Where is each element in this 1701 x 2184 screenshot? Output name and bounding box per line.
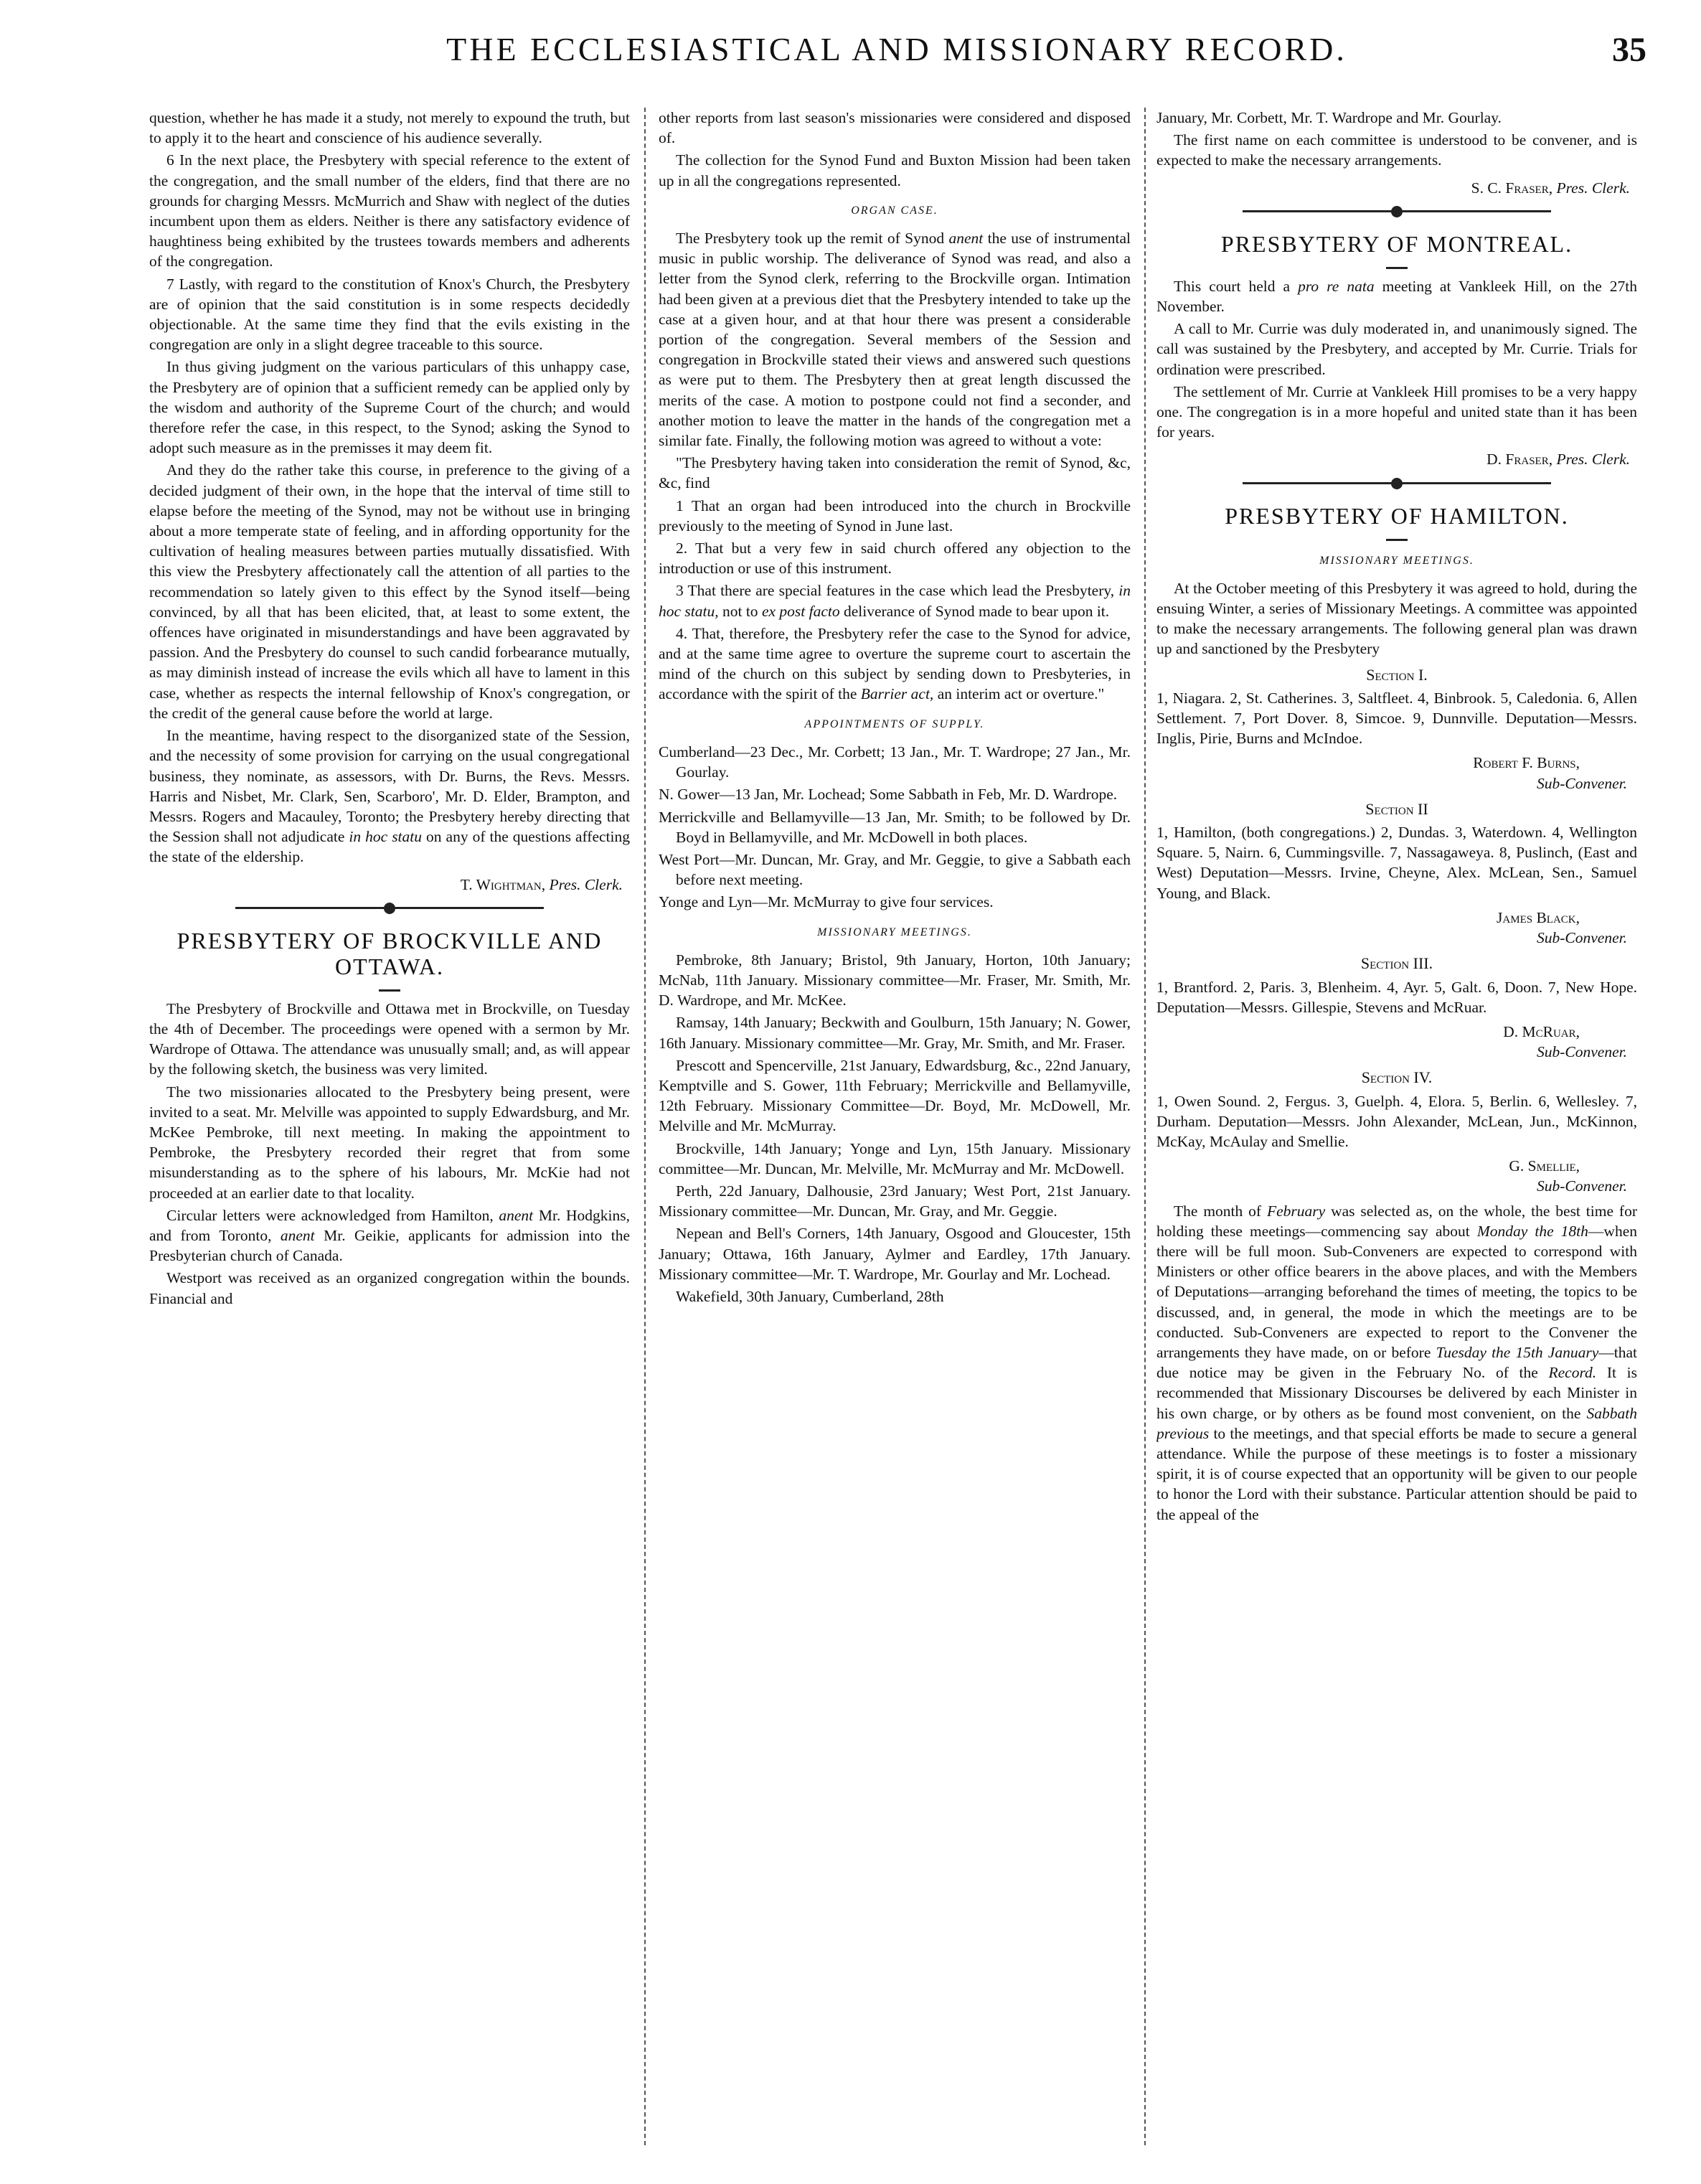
- paragraph: other reports from last season's missionaries were considered and disposed of.: [659, 109, 1131, 147]
- column-left: [149, 108, 630, 2152]
- paragraph: 1, Hamilton, (both congregations.) 2, Dundas. 3, Waterdown. 4, Wellington Square. 5, Nairn. 6, Cummingsville. 7, Nassagaweya. 8, Puslinch, (East and West) Deputation—Messrs. Irvine, Cheyne, Alex. McLean, Sen., Samuel Young, and Black.: [1156, 824, 1637, 902]
- paragraph: Ramsay, 14th January; Beckwith and Goulburn, 15th January; N. Gower, 16th January. Missionary committee—Mr. Gray, Mr. Smith, and Mr. Fraser.: [659, 1014, 1131, 1052]
- list-item: Merrickville and Bellamyville—13 Jan, Mr. Smith; to be followed by Dr. Boyd in Bellamyville, and Mr. McDowell in both places.: [659, 808, 1131, 846]
- short-rule: [379, 989, 400, 992]
- list-item: West Port—Mr. Duncan, Mr. Gray, and Mr. Geggie, to give a Sabbath each before next meeting.: [659, 850, 1131, 889]
- paragraph: The month of February was selected as, on the whole, the best time for holding these meetings—commencing say about Monday the 18th—when there will be full moon. Sub-Conveners are expected to correspond with Ministers or other office bearers in the above places, and with the Members of Deputations—arranging beforehand the times of meeting, the topics to be discussed, and, in general, the mode in which the meetings are to be conducted. Sub-Conveners are expected to report to the Convener the arrangements they have made, on or before Tuesday the 15th January—that due notice may be given in the February No. of the Record. It is recommended that Missionary Discourses be delivered by each Minister in his own charge, or by others as be found most convenient, on the Sabbath previous to the meetings, and that special efforts be made to secure a general attendance. While the purpose of these meetings is to foster a missionary spirit, it is of course expected that an opportunity will be given to our people to honor the Lord with their substance. Particular attention should be paid to the appeal of the: [1156, 1202, 1637, 1523]
- section-divider: [149, 900, 630, 915]
- paragraph: January, Mr. Corbett, Mr. T. Wardrope and Mr. Gourlay.: [1156, 109, 1502, 126]
- section-title: Section II: [1365, 799, 1428, 818]
- paragraph: At the October meeting of this Presbytery it was agreed to hold, during the ensuing Winter, a series of Missionary Meetings. A committee was appointed to make the necessary arrangements. The following general plan was drawn up and sanctioned by the Presbytery: [1156, 579, 1637, 658]
- paragraph: Pembroke, 8th January; Bristol, 9th January, Horton, 10th January; McNab, 11th January. Missionary committee—Mr. Fraser, Mr. Smith, Mr. D. Wardrope, and Mr. McKee.: [659, 951, 1131, 1009]
- subheading: MISSIONARY MEETINGS.: [1319, 554, 1474, 567]
- subheading: APPOINTMENTS OF SUPPLY.: [804, 717, 985, 730]
- section-title: Section I.: [1366, 665, 1428, 684]
- short-rule: [1386, 267, 1408, 269]
- short-rule: [1386, 539, 1408, 541]
- supply-list: [659, 742, 1131, 913]
- paragraph: "The Presbytery having taken into consideration the remit of Synod, &c, &c, find: [659, 454, 1131, 492]
- paragraph: This court held a pro re nata meeting at Vankleek Hill, on the 27th November.: [1156, 277, 1637, 316]
- sub-convener-name: G. Smellie,: [1509, 1157, 1580, 1175]
- section-divider: [1156, 204, 1637, 218]
- page-number: 35: [1612, 31, 1646, 69]
- paragraph: 7 Lastly, with regard to the constitution of Knox's Church, the Presbytery are of opinion that the said constitution is in some respects decidedly objectionable. At the same time they find that the evils existing in the congregation are only in a slight degree traceable to this source.: [149, 275, 630, 354]
- section-heading: PRESBYTERY OF HAMILTON.: [1225, 502, 1569, 529]
- paragraph: Nepean and Bell's Corners, 14th January, Osgood and Gloucester, 15th January; Ottawa, 16th January, Aylmer and Eardley, 17th January. Missionary committee—Mr. T. Wardrope, Mr. Gourlay and Mr. Lochead.: [659, 1225, 1131, 1283]
- section-title: Section IV.: [1361, 1068, 1433, 1087]
- list-item: N. Gower—13 Jan, Mr. Lochead; Some Sabbath in Feb, Mr. D. Wardrope.: [659, 786, 1118, 804]
- section-heading: PRESBYTERY OF MONTREAL.: [1220, 230, 1573, 257]
- sub-convener-title: Sub-Convener.: [1537, 1043, 1627, 1061]
- paragraph: The Presbytery took up the remit of Synod anent the use of instrumental music in public worship. The deliverance of Synod was read, and also a letter from the Synod clerk, referring to the Brockville organ. Intimation had been given at a previous diet that the Presbytery intended to take up the case at a given hour, and at that hour there was present a considerable portion of the congregation. Several members of the Session and congregation in Brockville stated their views and answered such questions as were put to them. The Presbytery then at great length discussed the merits of the case. A motion to postpone could not find a seconder, and another motion to leave the matter in the hands of the congregation met a similar fate. Finally, the following motion was agreed to without a vote:: [659, 230, 1131, 450]
- paragraph: The first name on each committee is understood to be convener, and is expected to make the necessary arrangements.: [1156, 131, 1637, 169]
- sub-convener-title: Sub-Convener.: [1537, 1177, 1627, 1195]
- paragraph: 1 That an organ had been introduced into the church in Brockville previously to the meeting of Synod in June last.: [659, 496, 1131, 535]
- paragraph: The collection for the Synod Fund and Buxton Mission had been taken up in all the congregations represented.: [659, 151, 1131, 189]
- sub-convener-name: Robert F. Burns,: [1473, 754, 1580, 772]
- paragraph: The Presbytery of Brockville and Ottawa met in Brockville, on Tuesday the 4th of December. The proceedings were opened with a sermon by Mr. Wardrope of Ottawa. The attendance was unusually small; and, as will appear by the following sketch, the business was very limited.: [149, 999, 630, 1078]
- paragraph: A call to Mr. Currie was duly moderated in, and unanimously signed. The call was sustained by the Presbytery, and accepted by Mr. Currie. Trials for ordination were prescribed.: [1156, 320, 1637, 378]
- paragraph: 2. That but a very few in said church offered any objection to the introduction or use of this instrument.: [659, 540, 1131, 578]
- sub-convener-name: D. McRuar,: [1503, 1022, 1580, 1040]
- paragraph: And they do the rather take this course, in preference to the giving of a decided judgment of their own, in the hope that the interval of time still to elapse before the meeting of the Synod, may not be without use in bringing about a more temperate state of feeling, and in affording opportunity for the cultivation of healing measures between parties mutually dissatisfied. With this view the Presbytery affectionately call the attention of all parties to the recommendation so lately given to this effect by the Synod itself—being convinced, by all that has been elicited, that, at least to some extent, the offences have originated in misunderstandings and have been aggravated by passion. And the Presbytery do counsel to such candid forbearance mutually, as may diminish instead of increase the evils which all have to lament in this case, whether as respects the internal fellowship of Knox's congregation, or the credit of the general cause before the world at large.: [149, 461, 630, 722]
- sub-convener-name: James Black,: [1497, 908, 1580, 926]
- paragraph: 6 In the next place, the Presbytery with special reference to the extent of the congregation, and the small number of the elders, find that there are no grounds for charging Messrs. McMurrich and Shaw with neglect of the duties incumbent upon them as elders. Neither is there any satisfactory evidence of haughtiness being exhibited by the trustees towards members and adherents of the congregation.: [149, 151, 630, 270]
- paragraph: The two missionaries allocated to the Presbytery being present, were invited to a seat. Mr. Melville was appointed to supply Edwardsburg, and Mr. McKee Pembroke, till next meeting. In making the appointment to Pembroke, the Presbytery recorded their regret that from some misunderstanding as to the sphere of his labours, Mr. McKie had not proceeded at an earlier date to that locality.: [149, 1083, 630, 1202]
- paragraph: In the meantime, having respect to the disorganized state of the Session, and the necessity of some provision for carrying on the usual congregational business, they nominate, as assessors, with Dr. Burns, the Revs. Messrs. Harris and Nisbet, Mr. Clark, Sen, Scarboro', Mr. D. Elder, Brampton, and Messrs. Rogers and Macauley, Toronto; the Presbytery hereby directing that the Session shall not adjudicate in hoc statu on any of the questions affecting the state of the eldership.: [149, 727, 630, 866]
- sub-convener-title: Sub-Convener.: [1537, 774, 1627, 792]
- column-divider: [644, 108, 646, 2145]
- paragraph: question, whether he has made it a study, not merely to expound the truth, but to apply it to the heart and conscience of his audience severally.: [149, 109, 630, 147]
- paragraph: Perth, 22d January, Dalhousie, 23rd January; West Port, 21st January. Missionary committee—Mr. Duncan, Mr. Gray, and Mr. Geggie.: [659, 1182, 1131, 1220]
- paragraph: Westport was received as an organized congregation within the bounds. Financial and: [149, 1269, 630, 1307]
- column-divider: [1144, 108, 1146, 2145]
- list-item: Cumberland—23 Dec., Mr. Corbett; 13 Jan., Mr. T. Wardrope; 27 Jan., Mr. Gourlay.: [659, 743, 1131, 781]
- sub-convener-title: Sub-Convener.: [1537, 929, 1627, 947]
- paragraph: Circular letters were acknowledged from Hamilton, anent Mr. Hodgkins, and from Toronto, anent Mr. Geikie, applicants for admission into the Presbyterian church of Canada.: [149, 1206, 630, 1265]
- paragraph: In thus giving judgment on the various particulars of this unhappy case, the Presbytery are of opinion that a sufficient remedy can be applied only by the wisdom and authority of the Supreme Court of the church; and would therefore refer the case, in this respect, to the Synod; asking the Synod to adopt such measure as in the premisses it may deem fit.: [149, 358, 630, 457]
- section-title: Section III.: [1360, 954, 1433, 973]
- signature: T. Wightman, Pres. Clerk.: [460, 875, 623, 893]
- paragraph: 1, Owen Sound. 2, Fergus. 3, Guelph. 4, Elora. 5, Berlin. 6, Wellesley. 7, Durham. Deputation—Messrs. John Alexander, McLean, Jun., McKinnon, McKay, McAulay and Smellie.: [1156, 1092, 1637, 1150]
- subheading: MISSIONARY MEETINGS.: [817, 926, 972, 938]
- column-right: [1156, 108, 1637, 2152]
- section-divider: [1156, 476, 1637, 490]
- paragraph: Wakefield, 30th January, Cumberland, 28th: [676, 1287, 944, 1305]
- journal-title: THE ECCLESIASTICAL AND MISSIONARY RECORD.: [446, 31, 1347, 67]
- paragraph: The settlement of Mr. Currie at Vankleek Hill promises to be a very happy one. The congregation is in a more hopeful and united state than it has been for years.: [1156, 382, 1637, 441]
- subheading: ORGAN CASE.: [851, 204, 938, 217]
- page-header: [147, 30, 1646, 80]
- column-middle: [659, 108, 1131, 2152]
- paragraph: 1, Niagara. 2, St. Catherines. 3, Saltfleet. 4, Binbrook. 5, Caledonia. 6, Allen Settlement. 7, Port Dover. 8, Simcoe. 9, Dunnville. Deputation—Messrs. Inglis, Pirie, Burns and McIndoe.: [1156, 689, 1637, 748]
- paragraph: Prescott and Spencerville, 21st January, Edwardsburg, &c., 22nd January, Kemptville and S. Gower, 11th February; Merrickville and Bellamyville, 12th February. Missionary Committee—Dr. Boyd, Mr. McDowell, Mr. Melville and Mr. McMurray.: [659, 1056, 1131, 1135]
- paragraph: 4. That, therefore, the Presbytery refer the case to the Synod for advice, and at the same time agree to overture the supreme court to ascertain the mind of the church on this subject by sending down to Presbyteries, in accordance with the spirit of the Barrier act, an interim act or overture.": [659, 624, 1131, 703]
- section-heading: PRESBYTERY OF BROCKVILLE AND OTTAWA.: [176, 927, 603, 979]
- signature: D. Fraser, Pres. Clerk.: [1486, 451, 1630, 469]
- signature: S. C. Fraser, Pres. Clerk.: [1471, 179, 1630, 197]
- paragraph: Brockville, 14th January; Yonge and Lyn, 15th January. Missionary committee—Mr. Duncan, Mr. Melville, Mr. McMurray and Mr. McDowell.: [659, 1139, 1131, 1177]
- list-item: Yonge and Lyn—Mr. McMurray to give four services.: [659, 893, 994, 911]
- paragraph: 3 That there are special features in the case which lead the Presbytery, in hoc statu, not to ex post facto deliverance of Synod made to bear upon it.: [659, 582, 1131, 620]
- paragraph: 1, Brantford. 2, Paris. 3, Blenheim. 4, Ayr. 5, Galt. 6, Doon. 7, New Hope. Deputation—Messrs. Gillespie, Stevens and McRuar.: [1156, 978, 1637, 1016]
